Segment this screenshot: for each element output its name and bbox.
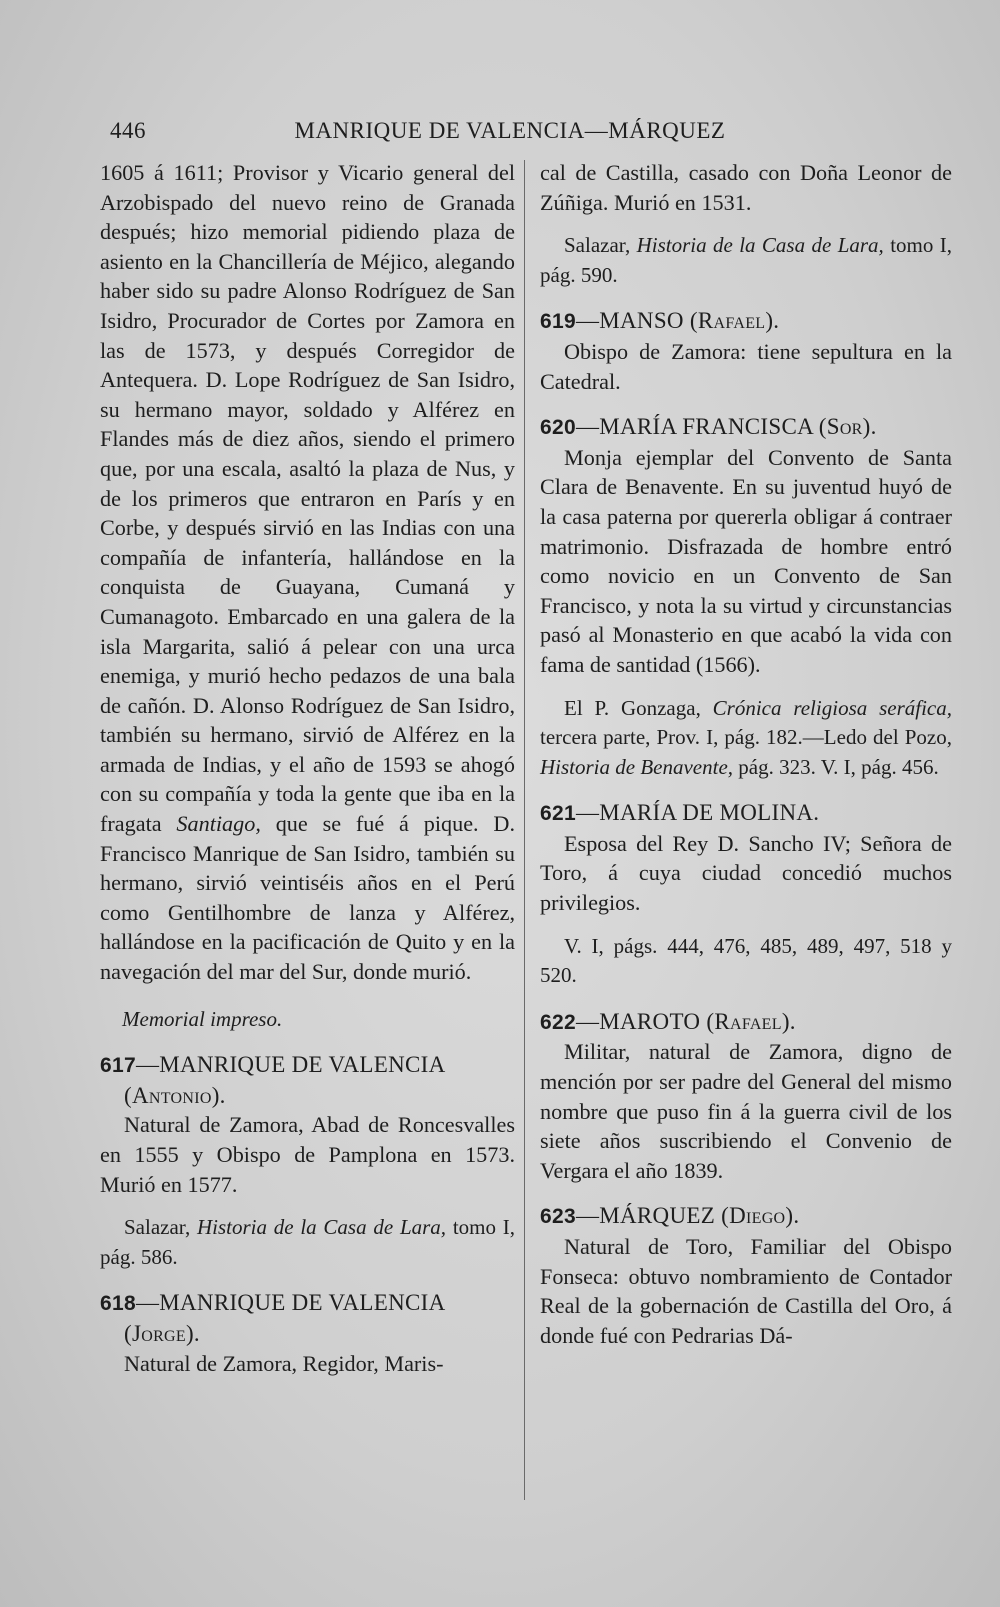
entry-body: Militar, natural de Zamora, digno de mención por ser padre del General del mismo nombre que puso fin á la guerra civil de los siete años suscribiendo el Convenio de Vergara el año 1839. <box>540 1039 952 1183</box>
entry-617 <box>100 1050 515 1272</box>
entry-619 <box>540 306 952 396</box>
entry-618 <box>100 1288 515 1378</box>
column-divider <box>524 160 525 1500</box>
entry-body: Natural de Zamora, Abad de Roncesvalles en 1555 y Obispo de Pamplona en 1573. Murió en 1577. <box>100 1112 515 1197</box>
entry-heading: 620—MARÍA FRANCISCA (Sor). <box>540 414 877 440</box>
entry-body: Monja ejemplar del Convento de Santa Clara de Benavente. En su juventud huyó de la casa paterna por quererla obligar á contraer matrimonio. Disfrazada de hombre entró como novicio en un Convento de San Francisco, y nota la su virtud y circunstancias pasó al Monasterio en que acabó la vida con fama de santidad (1566). <box>540 444 952 677</box>
running-title: MANRIQUE DE VALENCIA—MÁRQUEZ <box>294 118 726 143</box>
entry-heading: 619—MANSO (Rafael). <box>540 308 780 334</box>
page-number: 446 <box>110 118 146 143</box>
continuation-paragraph: cal de Castilla, casado con Doña Leonor de Zúñiga. Murió en 1531. <box>540 160 952 215</box>
entry-heading: 617—MANRIQUE DE VALENCIA (Antonio). <box>100 1052 446 1108</box>
entry-body: Natural de Toro, Familiar del Obispo Fonseca: obtuvo nombramiento de Contador Real de la gobernación de Castilla del Oro, á donde fué con Pedrarias Dá- <box>540 1234 952 1348</box>
entry-620 <box>540 412 952 782</box>
right-column <box>540 158 952 1350</box>
continuation-paragraph: 1605 á 1611; Provisor y Vicario general del Arzobispado del nuevo reino de Granada después; hizo memorial pidiendo plaza de asiento en la Chancillería de Méjico, alegando haber sido su padre Alonso Rodríguez de San Isidro, Procurador de Cortes por Zamora en las de 1573, y después Corregidor de Antequera. D. Lope Rodríguez de San Isidro, su hermano mayor, soldado y Alférez en Flandes más de diez años, siendo el primero que, por una escala, asaltó la plaza de Nus, y de los primeros que entraron en París y en Corbe, y después sirvió en las Indias con una compañía de infantería, hallándose en la conquista de Guayana, Cumaná y Cumanagoto. Embarcado en una galera de la isla Margarita, salió á pelear con una urca enemiga, y murió hecho pedazos de una bala de cañón. D. Alonso Rodríguez de San Isidro, también su hermano, sirvió de Alférez en la armada de Indias, y el año de 1593 se ahogó con su compañía y toda la gente que iba en la fragata Santiago, que se fué á pique. D. Francisco Manrique de San Isidro, también su hermano, sirvió veintiséis años en el Perú como Gentilhombre de lanza y Alférez, hallándose en la pacificación de Quito y en la navegación del mar del Sur, donde murió. <box>100 160 515 985</box>
page-header <box>110 118 880 148</box>
entry-heading: 623—MÁRQUEZ (Diego). <box>540 1203 800 1229</box>
entry-heading: 618—MANRIQUE DE VALENCIA (Jorge). <box>100 1290 446 1346</box>
entry-source: El P. Gonzaga, Crónica religiosa seráfica, tercera parte, Prov. I, pág. 182.—Ledo del Pozo, Historia de Benavente, pág. 323. V. I, pág. 456. <box>540 695 952 779</box>
entry-621 <box>540 798 952 991</box>
entry-source: V. I, págs. 444, 476, 485, 489, 497, 518 y 520. <box>540 933 952 988</box>
entry-source: Salazar, Historia de la Casa de Lara, tomo I, pág. 586. <box>100 1215 515 1269</box>
entry-body: Esposa del Rey D. Sancho IV; Señora de Toro, á cuya ciudad concedió muchos privilegios. <box>540 830 952 916</box>
entry-body: Natural de Zamora, Regidor, Maris- <box>124 1350 444 1376</box>
memorial-source: Memorial impreso. <box>122 1006 283 1031</box>
entry-source: Salazar, Historia de la Casa de Lara, tomo I, pág. 590. <box>540 233 952 287</box>
entry-622 <box>540 1007 952 1186</box>
entry-heading: 622—MAROTO (Rafael). <box>540 1008 796 1034</box>
left-column <box>100 158 515 1378</box>
entry-623 <box>540 1201 952 1350</box>
entry-body: Obispo de Zamora: tiene sepultura en la Catedral. <box>540 338 952 394</box>
entry-heading: 621—MARÍA DE MOLINA. <box>540 800 820 826</box>
